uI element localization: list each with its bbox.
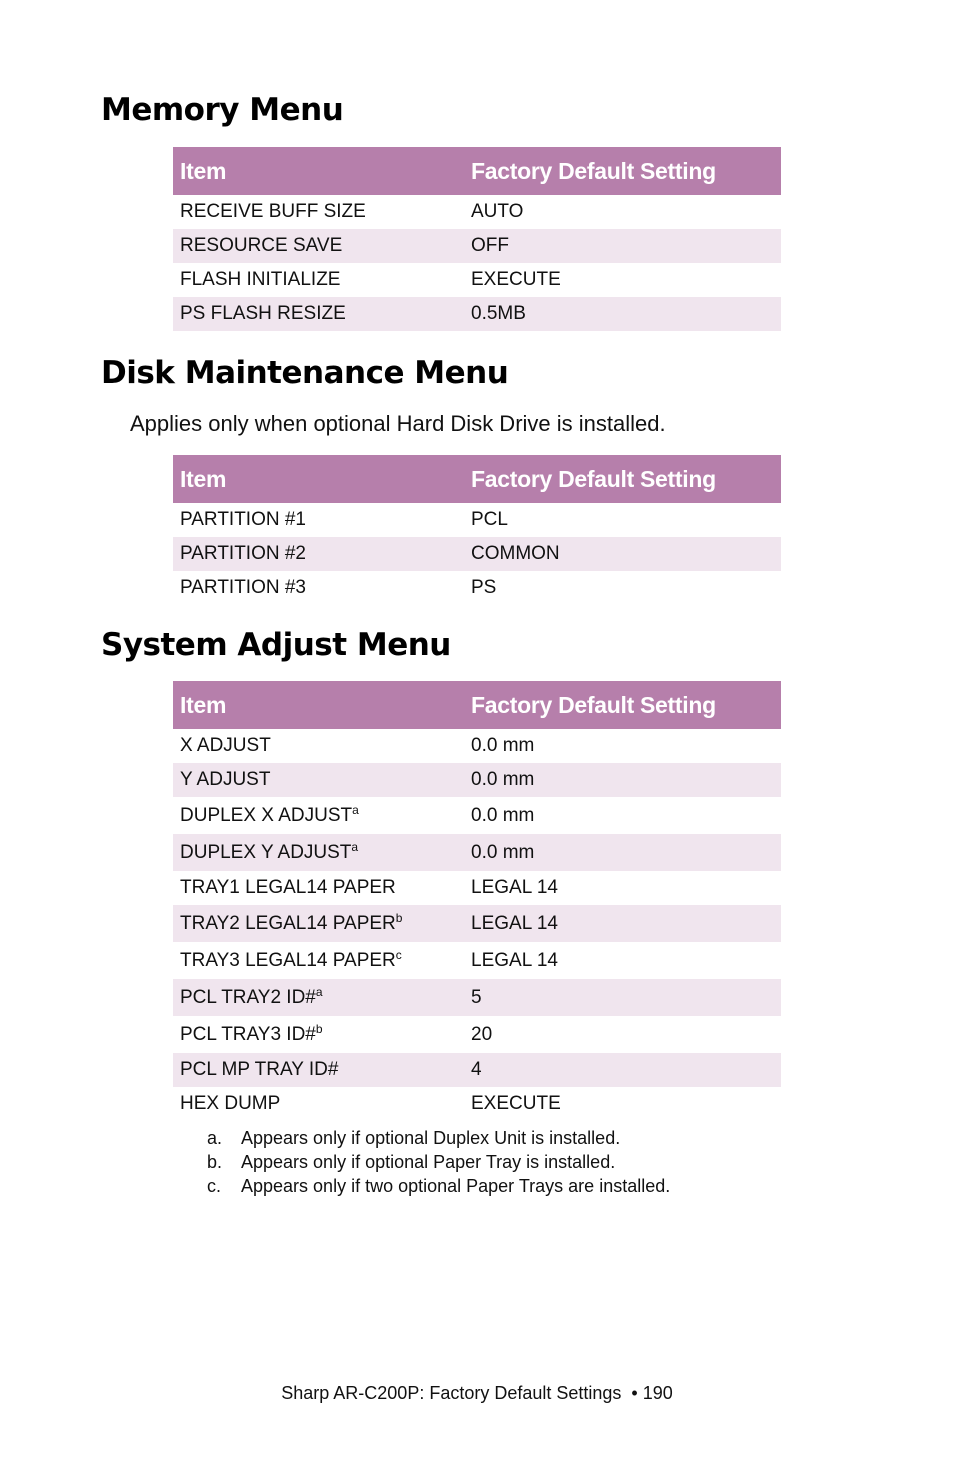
footnote-marker: a [351, 839, 359, 854]
value-cell: 20 [471, 1023, 493, 1045]
footnote-marker: b [395, 910, 403, 925]
value-cell: LEGAL 14 [471, 877, 558, 898]
footnote-marker: c [395, 947, 402, 962]
item-cell: TRAY1 LEGAL14 PAPER [180, 877, 396, 898]
table-row [173, 871, 781, 905]
value-cell: 5 [464, 979, 781, 1016]
item-cell: PCL MP TRAY ID# [173, 1053, 464, 1087]
value-cell: COMMON [464, 537, 781, 571]
value-cell: LEGAL 14 [471, 949, 558, 971]
table-row [173, 195, 781, 229]
table-row [173, 229, 781, 263]
column-header-default: Factory Default Setting [464, 455, 781, 503]
table-row [173, 537, 781, 571]
item-cell: PARTITION #2 [173, 537, 464, 571]
column-header-default: Factory Default Setting [464, 681, 781, 729]
item-cell: HEX DUMP [180, 1093, 281, 1114]
memory-menu-table [173, 147, 781, 331]
footnote-marker: a [352, 802, 359, 817]
item-cell: RESOURCE SAVE [173, 229, 464, 263]
item-cell: PARTITION #3 [180, 577, 306, 598]
disk-menu-table [173, 455, 781, 605]
item-cell: DUPLEX Y ADJUST$^a$ [173, 834, 464, 871]
table-row [173, 942, 781, 979]
table-row [173, 571, 781, 605]
value-cell: PCL [471, 509, 508, 530]
footnote-item [207, 1175, 670, 1199]
item-cell: RECEIVE BUFF SIZE [180, 201, 366, 222]
table-row [173, 1053, 781, 1087]
value-cell: 0.0 mm [471, 735, 535, 756]
value-cell: OFF [464, 229, 781, 263]
footnote-text: Appears only if two optional Paper Trays are installed. [241, 1176, 671, 1196]
table-header-row [173, 147, 781, 195]
table-row [173, 763, 781, 797]
value-cell: AUTO [471, 201, 524, 222]
footnote-item [207, 1151, 670, 1175]
table-row [173, 1016, 781, 1053]
column-header-item: Item [173, 455, 464, 503]
footnote-marker: a [315, 984, 323, 999]
footnote-marker: b [315, 1021, 323, 1036]
memory-menu-title: Memory Menu [101, 92, 344, 128]
system-menu-title: System Adjust Menu [101, 627, 451, 663]
item-cell: PS FLASH RESIZE [173, 297, 464, 331]
table-row [173, 979, 781, 1016]
item-cell: Y ADJUST [173, 763, 464, 797]
item-cell: DUPLEX X ADJUST$^a$ [180, 802, 359, 826]
table-row [173, 834, 781, 871]
item-cell: X ADJUST [180, 735, 271, 756]
footnote-mark: a. [207, 1128, 223, 1148]
table-row [173, 905, 781, 942]
column-header-default: Factory Default Setting [464, 147, 781, 195]
column-header-item: Item [173, 681, 464, 729]
column-header-item: Item [173, 147, 464, 195]
value-cell: 0.0 mm [464, 834, 781, 871]
value-cell: EXECUTE [471, 1093, 561, 1114]
item-cell: FLASH INITIALIZE [180, 269, 341, 290]
table-row [173, 729, 781, 763]
footnote-mark: c. [207, 1176, 222, 1196]
footnotes-list [207, 1127, 670, 1199]
footnote-text: Appears only if optional Duplex Unit is installed. [241, 1128, 621, 1148]
footnote-text: Appears only if optional Paper Tray is installed. [241, 1152, 616, 1172]
value-cell: PS [471, 577, 497, 598]
table-row [173, 1087, 781, 1121]
system-menu-table [173, 681, 781, 1121]
table-row [173, 297, 781, 331]
value-cell: 0.0 mm [471, 804, 535, 826]
disk-menu-title: Disk Maintenance Menu [101, 355, 509, 391]
table-header-row [173, 681, 781, 729]
table-row [173, 797, 781, 834]
table-header-row [173, 455, 781, 503]
value-cell: 4 [464, 1053, 781, 1087]
item-cell: PARTITION #1 [180, 509, 306, 530]
value-cell: 0.5MB [464, 297, 781, 331]
value-cell: EXECUTE [471, 269, 561, 290]
table-row [173, 263, 781, 297]
footnote-item [207, 1127, 670, 1151]
value-cell: LEGAL 14 [464, 905, 781, 942]
item-cell: TRAY2 LEGAL14 PAPER$^b$ [173, 905, 464, 942]
page-footer: Sharp AR-C200P: Factory Default Settings • 190 [281, 1383, 673, 1403]
disk-menu-intro: Applies only when optional Hard Disk Drive is installed. [130, 411, 666, 436]
table-row [173, 503, 781, 537]
item-cell: TRAY3 LEGAL14 PAPER$^c$ [180, 947, 402, 971]
value-cell: 0.0 mm [464, 763, 781, 797]
item-cell: PCL TRAY2 ID#$^a$ [173, 979, 464, 1016]
item-cell: PCL TRAY3 ID#$^b$ [180, 1021, 323, 1045]
footnote-mark: b. [207, 1152, 223, 1172]
